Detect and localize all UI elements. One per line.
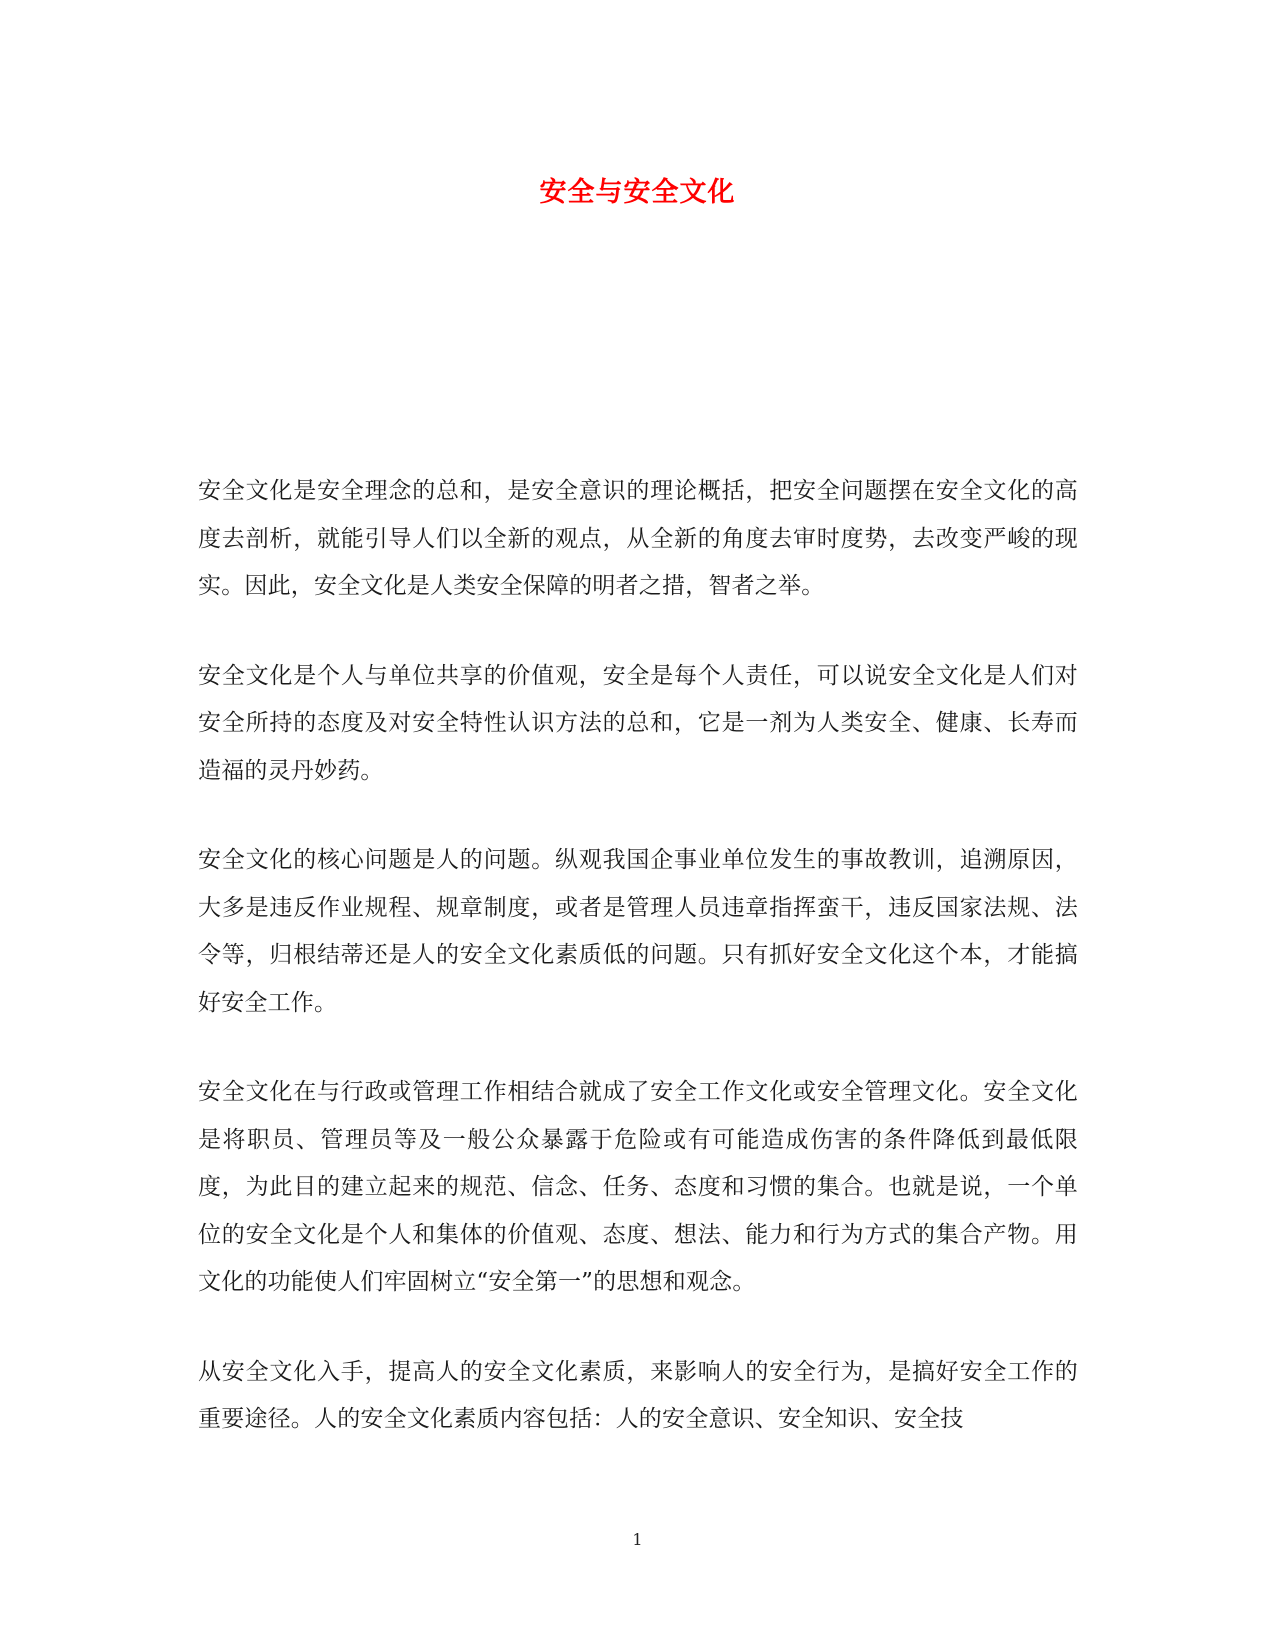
document-title: 安全与安全文化 — [539, 177, 736, 208]
paragraph-4: 安全文化在与行政或管理工作相结合就成了安全工作文化或安全管理文化。安全文化是将职员、管理员等及一般公众暴露于危险或有可能造成伤害的条件降低到最低限度，为此目的建立起来的规范、信念、任务、态度和习惯的集合。也就是说，一个单位的安全文化是个人和集体的价值观、态度、想法、能力和行为方式的集合产物。用文化的功能使人们牢固树立“安全第一”的思想和观念。 — [198, 1079, 1078, 1295]
paragraph-5: 从安全文化入手，提高人的安全文化素质，来影响人的安全行为，是搞好安全工作的重要途径。人的安全文化素质内容包括：人的安全意识、安全知识、安全技 — [198, 1358, 1078, 1432]
paragraph-1: 安全文化是安全理念的总和，是安全意识的理论概括，把安全问题摆在安全文化的高度去剖析，就能引导人们以全新的观点，从全新的角度去审时度势，去改变严峻的现实。因此，安全文化是人类安全保障的明者之措，智者之举。 — [198, 478, 1078, 599]
paragraph-3: 安全文化的核心问题是人的问题。纵观我国企事业单位发生的事故教训，追溯原因，大多是违反作业规程、规章制度，或者是管理人员违章指挥蛮干，违反国家法规、法令等，归根结蒂还是人的安全文化素质低的问题。只有抓好安全文化这个本，才能搞好安全工作。 — [198, 847, 1078, 1016]
paragraph-2: 安全文化是个人与单位共享的价值观，安全是每个人责任，可以说安全文化是人们对安全所持的态度及对安全特性认识方法的总和，它是一剂为人类安全、健康、长寿而造福的灵丹妙药。 — [198, 662, 1078, 784]
document-body — [198, 468, 1078, 1486]
page-number: 1 — [632, 1530, 643, 1549]
